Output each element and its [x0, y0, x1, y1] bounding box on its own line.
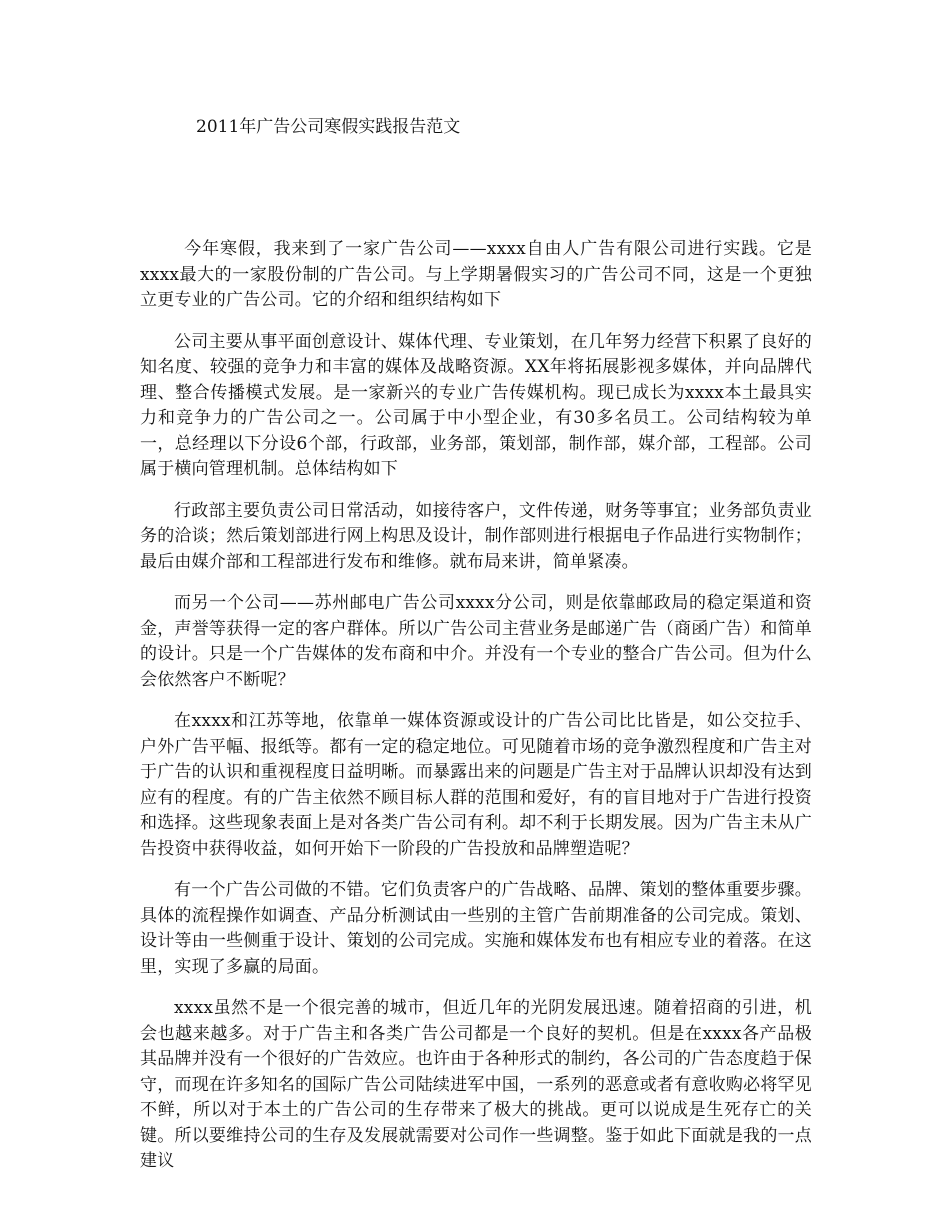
paragraph-market-analysis: 在xxxx和江苏等地，依靠单一媒体资源或设计的广告公司比比皆是，如公交拉手、户外广告平幅、报纸等。都有一定的稳定地位。可见随着市场的竞争激烈程度和广告主对于广告的认识和重视程度日益明晰。而暴露出来的问题是广告主对于品牌认识却没有达到应有的程度。有的广告主依然不顾目标人群的范围和爱好，有的盲目地对于广告进行投资和选择。这些现象表面上是对各类广告公司有利。却不利于长期发展。因为广告主未从广告投资中获得收益，如何开始下一阶段的广告投放和品牌塑造呢？: [140, 711, 812, 859]
paragraph-city-outlook: xxxx虽然不是一个很完善的城市，但近几年的光阴发展迅速。随着招商的引进，机会也越来越多。对于广告主和各类广告公司都是一个良好的契机。但是在xxxx各产品极其品牌并没有一个很好的广告效应。也许由于各种形式的制约，各公司的广告态度趋于保守，而现在许多知名的国际广告公司陆续进军中国，一系列的恶意或者有意收购必将罕见不鲜，所以对于本土的广告公司的生存带来了极大的挑战。更可以说成是生死存亡的关键。所以要维持公司的生存及发展就需要对公司作一些调整。鉴于如此下面就是我的一点建议: [140, 998, 812, 1171]
document-body: [140, 237, 812, 1191]
paragraph-company-overview: 公司主要从事平面创意设计、媒体代理、专业策划，在几年努力经营下积累了良好的知名度、较强的竞争力和丰富的媒体及战略资源。XX年将拓展影视多媒体，并向品牌代理、整合传播模式发展。是一家新兴的专业广告传媒机构。现已成长为xxxx本土最具实力和竞争力的广告公司之一。公司属于中小型企业，有30多名员工。公司结构较为单一，总经理以下分设6个部，行政部，业务部，策划部，制作部，媒介部，工程部。公司属于横向管理机制。总体结构如下: [140, 331, 812, 479]
paragraph-second-company: 而另一个公司——苏州邮电广告公司xxxx分公司，则是依靠邮政局的稳定渠道和资金，声誉等获得一定的客户群体。所以广告公司主营业务是邮递广告（商函广告）和简单的设计。只是一个广告媒体的发布商和中介。并没有一个专业的整合广告公司。但为什么会依然客户不断呢？: [140, 593, 812, 690]
document-title: 2011年广告公司寒假实践报告范文: [196, 117, 461, 137]
paragraph-departments: 行政部主要负责公司日常活动，如接待客户，文件传递，财务等事宜；业务部负责业务的洽谈；然后策划部进行网上构思及设计，制作部则进行根据电子作品进行实物制作；最后由媒介部和工程部进行发布和维修。就布局来讲，简单紧凑。: [140, 500, 812, 572]
paragraph-good-example: 有一个广告公司做的不错。它们负责客户的广告战略、品牌、策划的整体重要步骤。具体的流程操作如调查、产品分析测试由一些别的主管广告前期准备的公司完成。策划、设计等由一些侧重于设计、策划的公司完成。实施和媒体发布也有相应专业的着落。在这里，实现了多赢的局面。: [140, 880, 812, 977]
paragraph-intro: 今年寒假，我来到了一家广告公司——xxxx自由人广告有限公司进行实践。它是xxxx最大的一家股份制的广告公司。与上学期暑假实习的广告公司不同，这是一个更独立更专业的广告公司。它的介绍和组织结构如下: [140, 239, 812, 310]
